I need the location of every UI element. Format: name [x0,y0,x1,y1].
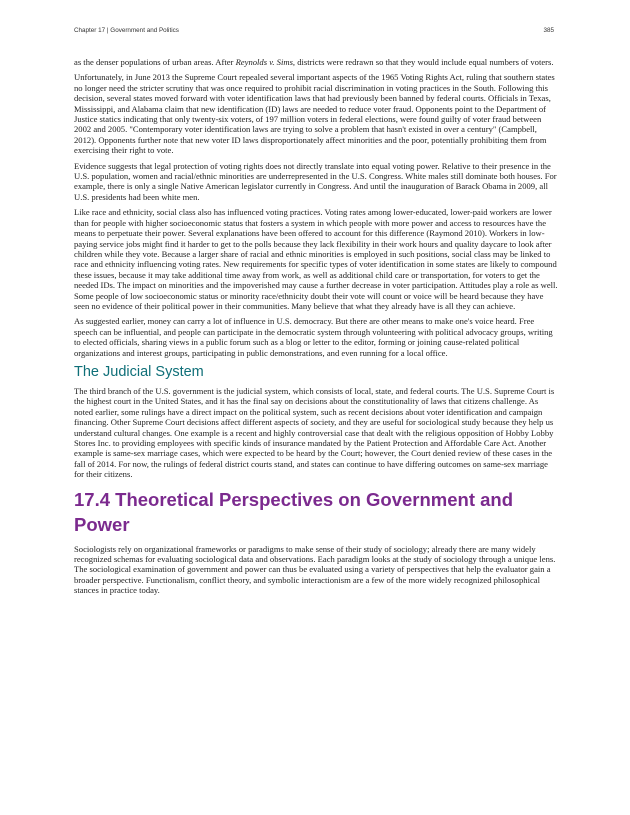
page-header [74,27,554,37]
paragraph-political-participation: As suggested earlier, money can carry a lot of influence in U.S. democracy. But there are other means to make one's voice heard. Free speech can be influential, and people can participate in the democratic system through volunteering with political advocacy groups, writing to elected officials, sharing views in a public forum such as a blog or letter to the editor, forming or joining cause-related political organizations and interest groups, participating in public demonstrations, and even running for a local office. [74,316,553,358]
paragraph-reynolds-after: , districts were redrawn so that they would include equal numbers of voters. [292,57,554,67]
page-content [74,57,558,601]
case-name-reynolds-v-sims: Reynolds v. Sims [235,57,293,67]
paragraph-social-class: Like race and ethnicity, social class also has influenced voting practices. Voting rates among lower-educated, lower-paid workers are lower than for people with higher socioeconomic status that fosters a system in which people with more power and access to resources have the means to perpetuate their power. Several explanations have been offered to account for this difference (Raymond 2010). Workers in low-paying service jobs might find it harder to get to the polls because they lack flexibility in their work hours and quality daycare to look after children while they vote. Because a larger share of racial and ethnic minorities is employed in such positions, social class may be linked to race and ethnicity influencing voting rates. New requirements for specific types of voter identification in some states are likely to compound these issues, because it may take additional time away from work, as well as additional child care or transportation, for voters to get the needed IDs. The impact on minorities and the impoverished may cause a further decrease in voter participation. Attitudes play a role as well. Some people of low socioeconomic status or minority race/ethnicity doubt their vote will count or voice will be heard because they have seen no evidence of their political power in their communities. Many believe that what they already have is all they can achieve. [74,207,558,311]
page-number: 385 [543,27,554,34]
paragraph-voting-power: Evidence suggests that legal protection of voting rights does not directly translate into equal voting power. Relative to their presence in the U.S. population, women and racial/ethnic minorities are underrepresented in the U.S. Congress. White males still dominate both houses. For example, there is only a single Native American legislator currently in Congress. And until the inauguration of Barack Obama in 2009, all U.S. presidents had been white men. [74,160,557,202]
paragraph-reynolds-before: as the denser populations of urban areas. After [74,57,236,67]
chapter-title: Chapter 17 | Government and Politics [74,27,179,34]
judicial-system-heading: The Judicial System [74,363,204,380]
paragraph-voting-rights-act: Unfortunately, in June 2013 the Supreme Court repealed several important aspects of the 1965 Voting Rights Act, ruling that southern states no longer need the stricter scrutiny that was once required to prohibit racial discrimination in voting practices in the South. Following this decision, several states moved forward with voter identification laws that had previously been banned by federal courts. Officials in Texas, Mississippi, and Alabama claim that new identification (ID) laws are needed to reduce voter fraud. Opponents point to the Department of Justice statics indicating that only twenty-six voters, of 197 million voters in federal elections, were found guilty of voter fraud between 2002 and 2005. "Contemporary voter identification laws are trying to solve a problem that hasn't existed in over a century" (Campbell, 2012). Opponents further note that new voter ID laws disproportionately affect minorities and the poor, potentially prohibiting them from exercising their right to vote. [74,72,555,156]
paragraph-theoretical-perspectives: Sociologists rely on organizational frameworks or paradigms to make sense of their study of sociology; already there are many widely recognized schemas for evaluating sociological data and observations. Each paradigm looks at the study of sociology through a unique lens. The sociological examination of government and power can thus be evaluated using a variety of perspectives that help the evaluator gain a broader perspective. Functionalism, conflict theory, and symbolic interactionism are a few of the more widely recognized philosophical stances in practice today. [74,543,556,596]
paragraph-judicial-system: The third branch of the U.S. government is the judicial system, which consists of local, state, and federal courts. The U.S. Supreme Court is the highest court in the United States, and it has the final say on decisions about the constitutionality of laws that citizens challenge. As noted earlier, some rulings have a direct impact on the political system, such as recent decisions about voter identification and campaign financing. Other Supreme Court decisions affect different aspects of society, and they are useful for sociological study because they help us understand cultural changes. One example is a recent and highly controversial case that dealt with the religious opposition of Hobby Lobby Stores Inc. to providing employees with specific kinds of insurance mandated by the Patient Protection and Affordable Care Act. Another example is same-sex marriage cases, which were expected to be heard by the Court; however, the Court denied review of these cases in the fall of 2014. For now, the rulings of federal district courts stand, and states can continue to have differing outcomes on same-sex marriage for their citizens. [74,385,555,480]
section-17-4-heading: 17.4 Theoretical Perspectives on Government and Power [74,488,514,535]
paragraph-reynolds [74,57,558,67]
